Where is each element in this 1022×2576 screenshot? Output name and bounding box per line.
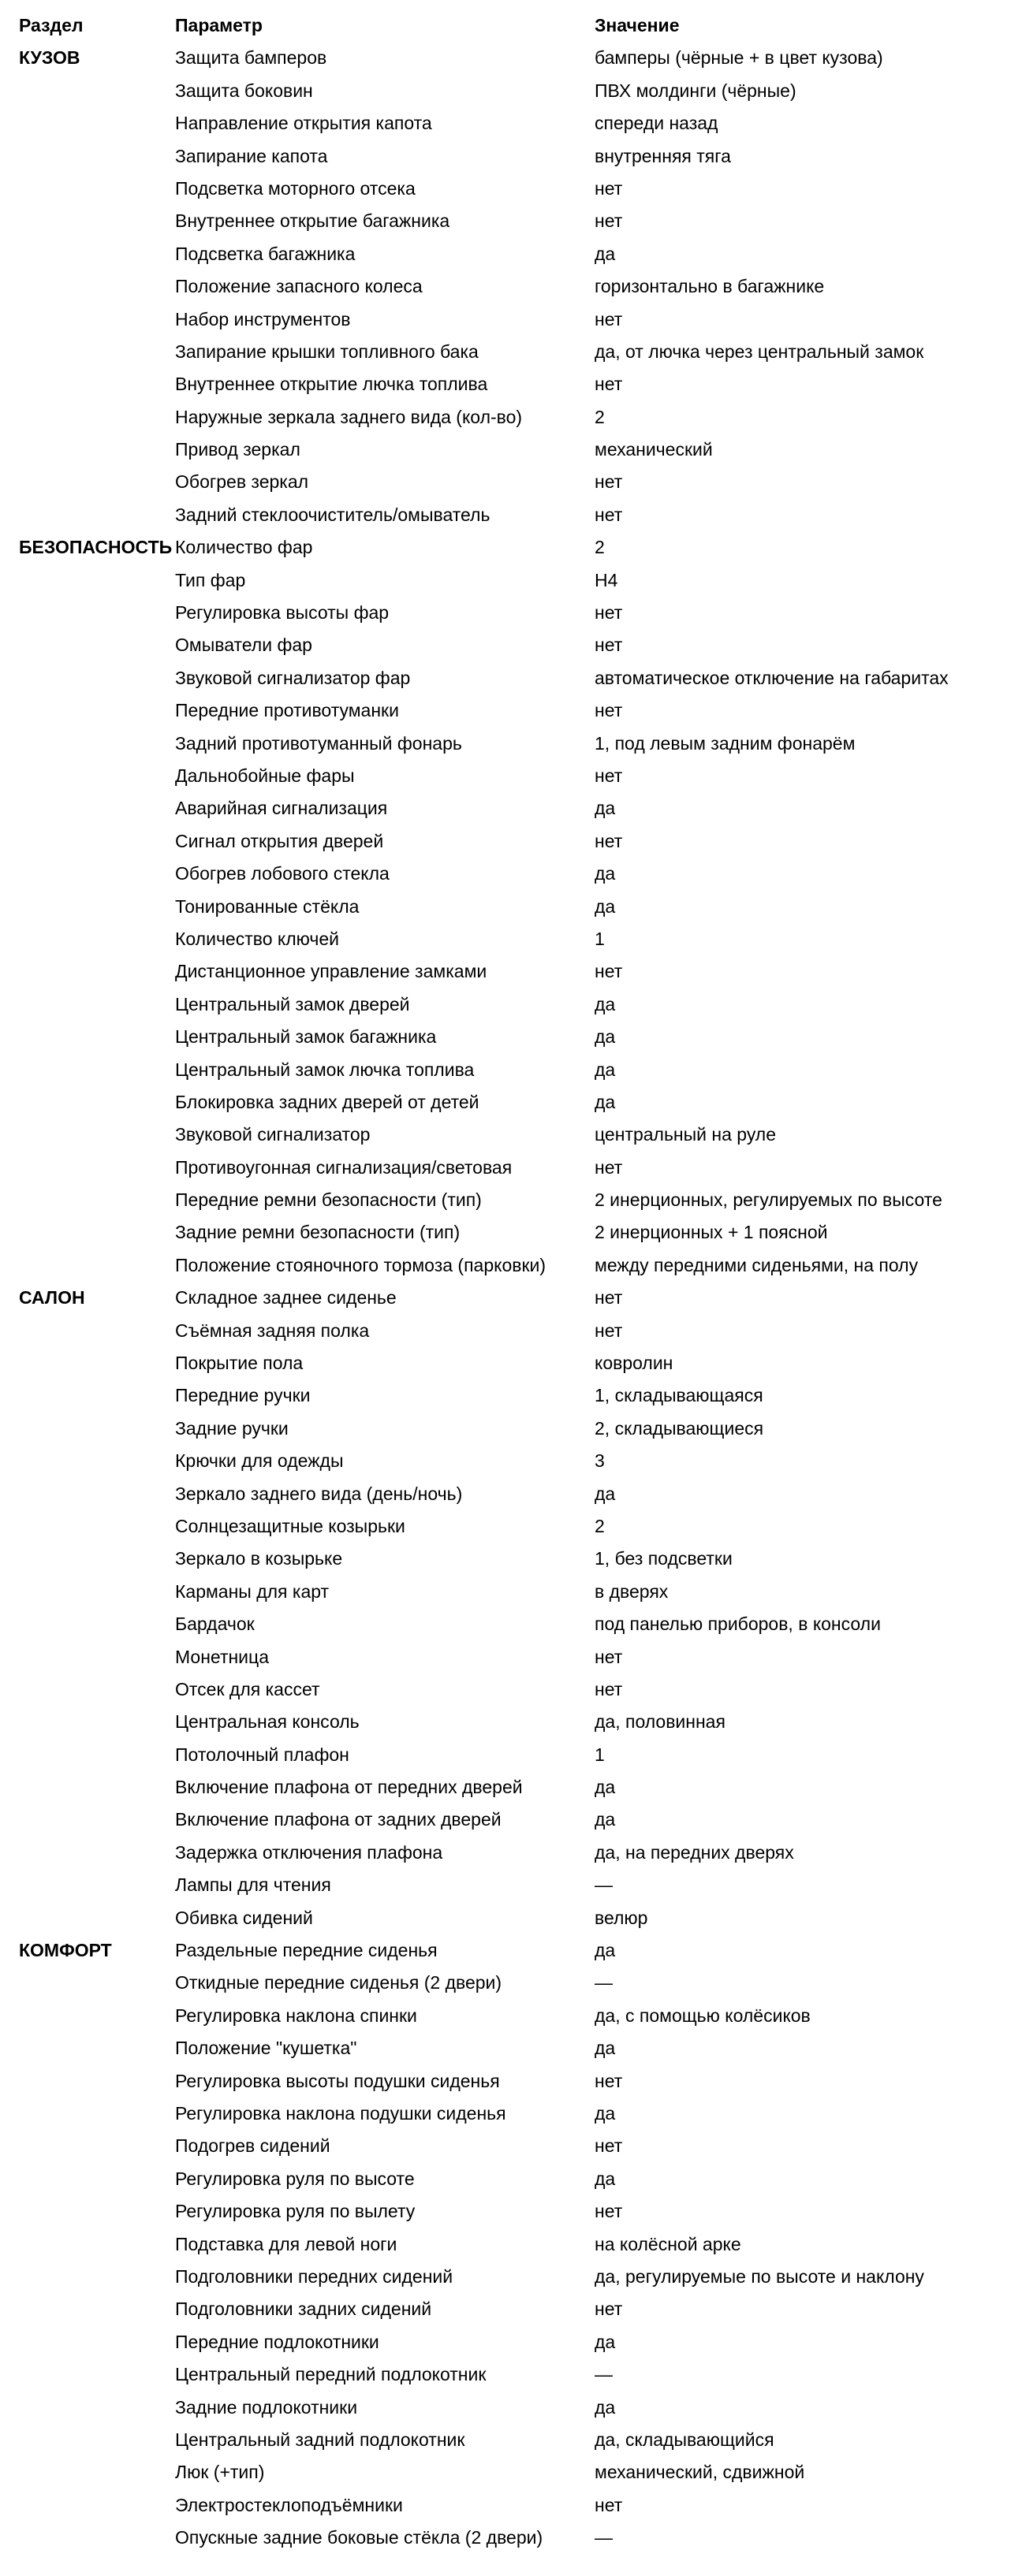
parameter-cell: Дистанционное управление замками [175, 961, 487, 982]
table-row [0, 1021, 1022, 1053]
value-cell: центральный на руле [595, 1124, 777, 1145]
value-cell: 1, без подсветки [595, 1548, 733, 1569]
parameter-cell: Центральный замок лючка топлива [175, 1059, 475, 1080]
parameter-cell: Тонированные стёкла [175, 895, 360, 917]
parameter-cell: Сигнал открытия дверей [175, 830, 384, 851]
parameter-cell: Регулировка высоты фар [175, 602, 390, 624]
table-row [0, 2130, 1022, 2162]
table-row [0, 1804, 1022, 1836]
parameter-cell: Центральный замок багажника [175, 1026, 437, 1048]
table-row [0, 336, 1022, 368]
table-row [0, 2261, 1022, 2293]
table-row [0, 1054, 1022, 1086]
table-row [0, 694, 1022, 727]
value-cell: да [595, 863, 616, 884]
parameter-cell: Подставка для левой ноги [175, 2233, 397, 2254]
parameter-cell: Регулировка руля по вылету [175, 2201, 416, 2222]
value-cell: нет [595, 961, 623, 982]
table-row [0, 629, 1022, 661]
parameter-cell: Солнцезащитные козырьки [175, 1515, 405, 1536]
parameter-cell: Внутреннее открытие лючка топлива [175, 374, 488, 395]
parameter-cell: Противоугонная сигнализация/световая [175, 1156, 513, 1178]
value-cell: нет [595, 1678, 623, 1699]
table-row [0, 728, 1022, 760]
value-cell: ковролин [595, 1353, 673, 1374]
value-cell: да, на передних дверях [595, 1841, 794, 1863]
value-cell: — [595, 1972, 613, 1993]
value-cell: нет [595, 308, 623, 329]
parameter-cell: Блокировка задних дверей от детей [175, 1091, 479, 1112]
value-cell: нет [595, 1156, 623, 1178]
parameter-cell: Зеркало заднего вида (день/ночь) [175, 1483, 463, 1504]
parameter-cell: Защита боковин [175, 80, 313, 101]
parameter-cell: Внутреннее открытие багажника [175, 210, 450, 232]
table-row [0, 401, 1022, 434]
parameter-cell: Запирание крышки топливного бака [175, 341, 479, 362]
parameter-cell: Обивка сидений [175, 1907, 313, 1928]
table-row [0, 1967, 1022, 1999]
value-cell: велюр [595, 1907, 648, 1928]
parameter-cell: Направление открытия капота [175, 113, 432, 134]
value-cell: бамперы (чёрные + в цвет кузова) [595, 47, 883, 69]
parameter-cell: Омыватели фар [175, 635, 312, 656]
table-row [0, 564, 1022, 597]
table-row [0, 2392, 1022, 2424]
value-cell: да [595, 2168, 616, 2189]
table-row [0, 238, 1022, 270]
value-cell: да [595, 895, 616, 917]
section-label: САЛОН [19, 1287, 85, 1308]
value-cell: — [595, 2364, 613, 2385]
parameter-cell: Зеркало в козырьке [175, 1548, 343, 1569]
value-cell: внутренняя тяга [595, 145, 731, 166]
parameter-cell: Задние подлокотники [175, 2396, 358, 2418]
parameter-cell: Положение "кушетка" [175, 2038, 357, 2059]
table-row [0, 1184, 1022, 1216]
parameter-cell: Набор инструментов [175, 308, 351, 329]
value-cell: нет [595, 374, 623, 395]
value-cell: нет [595, 2135, 623, 2157]
table-row [0, 107, 1022, 140]
value-cell: 2 [595, 1515, 605, 1536]
parameter-cell: Монетница [175, 1646, 269, 1667]
parameter-cell: Электростеклоподъёмники [175, 2494, 403, 2515]
value-cell: да, с помощью колёсиков [595, 2005, 811, 2026]
value-cell: — [595, 2527, 613, 2548]
parameter-cell: Бардачок [175, 1614, 255, 1635]
parameter-cell: Покрытие пола [175, 1353, 304, 1374]
parameter-cell: Задние ручки [175, 1417, 289, 1439]
value-cell: да [595, 243, 616, 264]
value-cell: да [595, 1777, 616, 1798]
value-cell: нет [595, 2299, 623, 2320]
table-row [0, 466, 1022, 498]
parameter-cell: Регулировка высоты подушки сиденья [175, 2070, 500, 2091]
table-row [0, 205, 1022, 237]
table-row [0, 303, 1022, 336]
value-cell: да [595, 2038, 616, 2059]
value-cell: нет [595, 2070, 623, 2091]
table-row [0, 1902, 1022, 1934]
value-cell: да [595, 2396, 616, 2418]
section-label: КУЗОВ [19, 47, 80, 69]
parameter-cell: Подсветка багажника [175, 243, 356, 264]
value-cell: 2 [595, 406, 605, 427]
table-row [0, 1543, 1022, 1575]
value-cell: механический, сдвижной [595, 2462, 805, 2483]
value-cell: в дверях [595, 1580, 669, 1602]
value-cell: нет [595, 2494, 623, 2515]
table-row [0, 858, 1022, 890]
table-row [0, 1413, 1022, 1445]
value-cell: 1 [595, 928, 605, 949]
table-row [0, 955, 1022, 988]
parameter-cell: Звуковой сигнализатор [175, 1124, 371, 1145]
value-cell: нет [595, 830, 623, 851]
parameter-cell: Регулировка наклона спинки [175, 2005, 417, 2026]
value-cell: да [595, 1026, 616, 1048]
value-cell: да, складывающийся [595, 2429, 774, 2450]
table-row [0, 2032, 1022, 2064]
table-row [0, 140, 1022, 173]
value-cell: нет [595, 1646, 623, 1667]
table-row [0, 2358, 1022, 2391]
value-cell: 1, под левым задним фонарём [595, 732, 856, 754]
value-cell: нет [595, 700, 623, 721]
table-row [0, 1706, 1022, 1738]
table-header [0, 9, 1022, 42]
table-row [0, 2522, 1022, 2554]
value-cell: нет [595, 471, 623, 493]
parameter-cell: Раздельные передние сиденья [175, 1940, 438, 1961]
value-cell: да [595, 2103, 616, 2124]
parameter-cell: Подголовники передних сидений [175, 2265, 453, 2287]
value-cell: нет [595, 1320, 623, 1341]
table-row [0, 1119, 1022, 1151]
table-row [0, 1347, 1022, 1379]
value-cell: 1 [595, 1744, 605, 1765]
table-row [0, 2293, 1022, 2325]
table-row [0, 2456, 1022, 2489]
value-cell: да [595, 1940, 616, 1961]
value-cell: нет [595, 504, 623, 525]
parameter-cell: Потолочный плафон [175, 1744, 349, 1765]
table-row [0, 1673, 1022, 1706]
table-row [0, 1641, 1022, 1673]
parameter-cell: Задний противотуманный фонарь [175, 732, 462, 754]
table-row [0, 662, 1022, 694]
value-cell: да [595, 1483, 616, 1504]
parameter-cell: Включение плафона от задних дверей [175, 1809, 502, 1830]
parameter-cell: Центральный передний подлокотник [175, 2364, 487, 2385]
value-cell: 1, складывающаяся [595, 1385, 763, 1406]
table-row [0, 923, 1022, 955]
value-cell: автоматическое отключение на габаритах [595, 667, 949, 688]
table-row [0, 1216, 1022, 1249]
parameter-cell: Лампы для чтения [175, 1874, 331, 1896]
value-cell: да [595, 798, 616, 819]
table-row [0, 825, 1022, 858]
table-row [0, 1869, 1022, 1901]
section-label: КОМФОРТ [19, 1940, 112, 1961]
parameter-cell: Обогрев зеркал [175, 471, 309, 493]
header-value: Значение [595, 15, 680, 35]
value-cell: 3 [595, 1450, 605, 1472]
table-row [0, 2000, 1022, 2032]
table-row [0, 368, 1022, 400]
value-cell: на колёсной арке [595, 2233, 741, 2254]
value-cell: да, от лючка через центральный замок [595, 341, 924, 362]
table-row [0, 499, 1022, 531]
parameter-cell: Карманы для карт [175, 1580, 330, 1602]
table-row [0, 1739, 1022, 1771]
table-row [0, 2195, 1022, 2228]
parameter-cell: Дальнобойные фары [175, 765, 355, 786]
parameter-cell: Передние ручки [175, 1385, 311, 1406]
parameter-cell: Центральный замок дверей [175, 993, 410, 1014]
table-row [0, 597, 1022, 629]
value-cell: нет [595, 602, 623, 624]
value-cell: нет [595, 635, 623, 656]
value-cell: 2 инерционных + 1 поясной [595, 1222, 828, 1243]
table-row [0, 2424, 1022, 2456]
value-cell: ПВХ молдинги (чёрные) [595, 80, 796, 101]
value-cell: 2, складывающиеся [595, 1417, 764, 1439]
value-cell: 2 инерционных, регулируемых по высоте [595, 1189, 942, 1211]
parameter-cell: Люк (+тип) [175, 2462, 265, 2483]
value-cell: да [595, 1809, 616, 1830]
table-row [0, 1608, 1022, 1640]
table-row [0, 75, 1022, 107]
value-cell: нет [595, 765, 623, 786]
value-cell: да, регулируемые по высоте и наклону [595, 2265, 924, 2287]
table-row [0, 1576, 1022, 1608]
table-row [0, 1249, 1022, 1282]
table-row [0, 173, 1022, 205]
parameter-cell: Складное заднее сиденье [175, 1287, 397, 1308]
parameter-cell: Положение запасного колеса [175, 276, 423, 297]
value-cell: горизонтально в багажнике [595, 276, 825, 297]
parameter-cell: Подголовники задних сидений [175, 2299, 432, 2320]
parameter-cell: Звуковой сигнализатор фар [175, 667, 411, 688]
table-row [0, 1837, 1022, 1869]
parameter-cell: Съёмная задняя полка [175, 1320, 370, 1341]
parameter-cell: Аварийная сигнализация [175, 798, 388, 819]
parameter-cell: Количество фар [175, 537, 313, 558]
table-row [0, 1510, 1022, 1543]
parameter-cell: Обогрев лобового стекла [175, 863, 390, 884]
table-row [0, 1152, 1022, 1184]
value-cell: спереди назад [595, 113, 718, 134]
parameter-cell: Передние подлокотники [175, 2331, 379, 2352]
value-cell: да [595, 1059, 616, 1080]
table-row [0, 2098, 1022, 2130]
value-cell: нет [595, 177, 623, 199]
parameter-cell: Центральный задний подлокотник [175, 2429, 465, 2450]
table-row [0, 42, 1022, 74]
table-row [0, 792, 1022, 825]
parameter-cell: Положение стояночного тормоза (парковки) [175, 1254, 546, 1275]
parameter-cell: Отсек для кассет [175, 1678, 320, 1699]
value-cell: между передними сиденьями, на полу [595, 1254, 919, 1275]
parameter-cell: Защита бамперов [175, 47, 327, 69]
value-cell: да, половинная [595, 1711, 725, 1733]
parameter-cell: Наружные зеркала заднего вида (кол-во) [175, 406, 523, 427]
parameter-cell: Количество ключей [175, 928, 340, 949]
table-body [0, 42, 1022, 2554]
table-row [0, 1086, 1022, 1119]
value-cell: да [595, 993, 616, 1014]
parameter-cell: Задержка отключения плафона [175, 1841, 443, 1863]
parameter-cell: Передние противотуманки [175, 700, 399, 721]
parameter-cell: Привод зеркал [175, 439, 300, 460]
parameter-cell: Задние ремни безопасности (тип) [175, 1222, 461, 1243]
section-label: БЕЗОПАСНОСТЬ [19, 537, 173, 558]
parameter-cell: Подсветка моторного отсека [175, 177, 416, 199]
value-cell: да [595, 2331, 616, 2352]
table-row [0, 2326, 1022, 2358]
table-row [0, 434, 1022, 466]
table-row [0, 1282, 1022, 1314]
table-row [0, 1379, 1022, 1412]
table-row [0, 760, 1022, 792]
parameter-cell: Включение плафона от передних дверей [175, 1777, 523, 1798]
table-row [0, 1445, 1022, 1477]
table-row [0, 988, 1022, 1021]
table-row [0, 2163, 1022, 2195]
value-cell: да [595, 1091, 616, 1112]
parameter-cell: Откидные передние сиденья (2 двери) [175, 1972, 502, 1993]
parameter-cell: Задний стеклоочиститель/омыватель [175, 504, 490, 525]
parameter-cell: Центральная консоль [175, 1711, 360, 1733]
header-parameter: Параметр [175, 15, 263, 35]
table-row [0, 531, 1022, 564]
parameter-cell: Регулировка руля по высоте [175, 2168, 415, 2189]
parameter-cell: Крючки для одежды [175, 1450, 344, 1472]
value-cell: нет [595, 1287, 623, 1308]
table-row [0, 1315, 1022, 1347]
value-cell: 2 [595, 537, 605, 558]
table-row [0, 270, 1022, 303]
value-cell: — [595, 1874, 613, 1896]
value-cell: нет [595, 210, 623, 232]
parameter-cell: Регулировка наклона подушки сиденья [175, 2103, 506, 2124]
parameter-cell: Запирание капота [175, 145, 328, 166]
parameter-cell: Тип фар [175, 569, 246, 590]
table-row [0, 2065, 1022, 2098]
table-row [0, 891, 1022, 923]
table-row [0, 1771, 1022, 1804]
parameter-cell: Подогрев сидений [175, 2135, 330, 2157]
table-row [0, 1478, 1022, 1510]
value-cell: под панелью приборов, в консоли [595, 1614, 881, 1635]
parameter-cell: Опускные задние боковые стёкла (2 двери) [175, 2527, 543, 2548]
value-cell: механический [595, 439, 713, 460]
table-row [0, 2489, 1022, 2522]
value-cell: H4 [595, 569, 618, 590]
table-row [0, 2228, 1022, 2261]
header-section: Раздел [19, 15, 84, 35]
table-row [0, 1934, 1022, 1967]
value-cell: нет [595, 2201, 623, 2222]
parameter-cell: Передние ремни безопасности (тип) [175, 1189, 482, 1211]
